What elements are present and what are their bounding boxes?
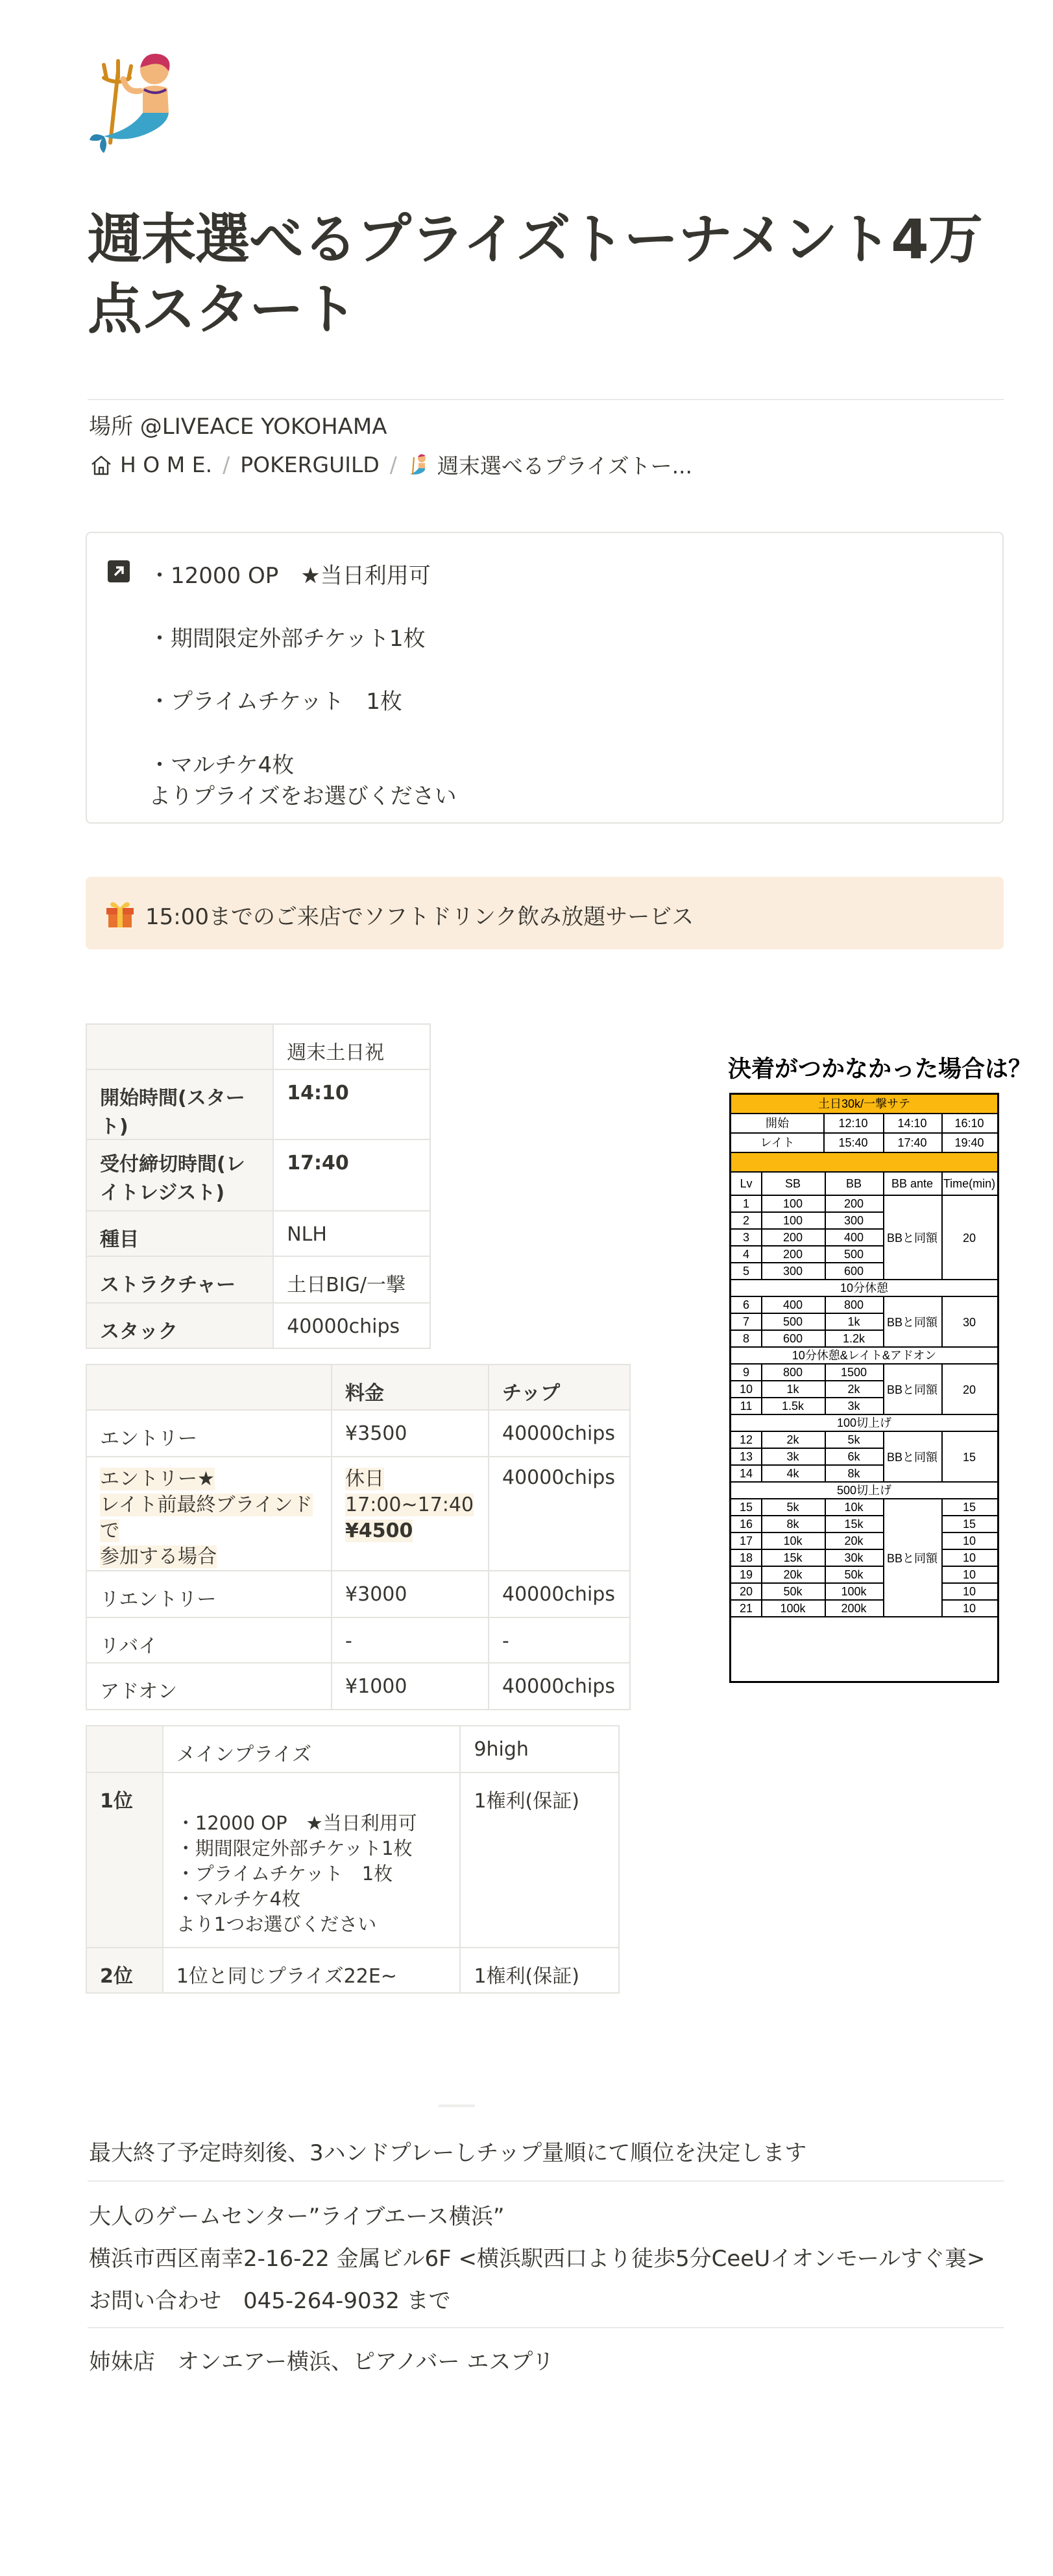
blind-break: 500切上げ	[836, 1484, 892, 1497]
blind-bb: 30k	[844, 1551, 864, 1564]
blind-break: 10分休憩&レイト&アドオン	[792, 1349, 937, 1362]
prize-header: メインプライズ	[163, 1726, 461, 1772]
info-value: NLH	[273, 1211, 430, 1256]
blind-bb: 2k	[847, 1383, 860, 1396]
table-row	[86, 1726, 619, 1772]
blind-col-header: SB	[784, 1177, 801, 1190]
blind-start-time: 14:10	[897, 1117, 927, 1130]
page-title: 週末選べるプライズトーナメント4万点スタート	[88, 208, 982, 341]
footer-divider	[88, 2327, 1004, 2328]
blind-level: 6	[742, 1298, 749, 1311]
blind-bb: 20k	[844, 1534, 864, 1547]
fee-value: ¥3500	[332, 1410, 489, 1457]
grid-line	[941, 1113, 943, 1152]
blind-level: 16	[739, 1518, 753, 1531]
grid-line	[883, 1432, 884, 1483]
fee-value: ¥3000	[332, 1571, 489, 1617]
blind-sb: 20k	[783, 1568, 803, 1581]
breadcrumb-current[interactable]	[407, 449, 692, 480]
blind-time: 15	[962, 1451, 976, 1464]
chips-header: チップ	[489, 1365, 630, 1410]
callout-line: ・プライムチケット 1枚	[149, 689, 402, 715]
blind-bb: 300	[843, 1214, 864, 1227]
grid-line	[825, 1297, 826, 1348]
blind-level: 7	[742, 1315, 749, 1328]
blind-sb: 200	[782, 1231, 803, 1244]
grid-line	[883, 1365, 884, 1415]
grid-line	[941, 1499, 943, 1617]
blind-bb: 6k	[847, 1450, 860, 1463]
blind-level: 3	[742, 1231, 749, 1244]
grid-line	[883, 1196, 884, 1280]
table-row	[86, 1410, 630, 1457]
breadcrumb-home-label: H O M E.	[120, 452, 213, 477]
blind-level: 12	[739, 1433, 753, 1446]
blind-sb: 200	[782, 1248, 803, 1261]
info-label: 種目	[86, 1211, 273, 1256]
breadcrumb-current-label: 週末選べるプライズトー...	[437, 453, 693, 479]
grid-line	[941, 1365, 943, 1415]
header-divider	[88, 399, 1004, 400]
blind-level: 9	[742, 1366, 749, 1379]
blind-ante: BBと同額	[886, 1383, 938, 1396]
blind-level: 2	[742, 1214, 749, 1227]
rule-text: 最大終了予定時刻後、3ハンドプレーしチップ量順にて順位を決定します	[89, 2140, 807, 2166]
fee-label: アドオン	[86, 1663, 332, 1710]
table-row	[86, 1617, 630, 1663]
table-row	[86, 1457, 630, 1571]
blind-level: 11	[740, 1400, 753, 1413]
info-value: 14:10	[273, 1069, 430, 1139]
drink-notice-text: 15:00までのご来店でソフトドリンク飲み放題サービス	[145, 904, 694, 930]
gift-icon	[103, 895, 138, 930]
blind-level: 18	[739, 1551, 753, 1564]
callout-line: ・12000 OP ★当日利用可	[149, 563, 431, 589]
blind-bb: 15k	[844, 1518, 864, 1531]
blind-late-time: 17:40	[897, 1136, 927, 1149]
grid-line	[731, 1616, 997, 1617]
grid-line	[761, 1171, 762, 1195]
table-row	[86, 1139, 430, 1211]
blind-bb: 50k	[844, 1568, 864, 1581]
grid-line	[825, 1196, 826, 1280]
prize-table	[86, 1725, 620, 1994]
callout-line: ・マルチケ4枚	[149, 752, 295, 778]
grid-line	[941, 1432, 943, 1483]
blind-time: 10	[962, 1585, 976, 1598]
grid-line	[941, 1171, 943, 1195]
blind-time: 10	[962, 1568, 976, 1581]
info-label: ストラクチャー	[86, 1256, 273, 1303]
drink-notice	[86, 877, 1004, 949]
footer-divider	[88, 2180, 1004, 2182]
blind-level: 21	[739, 1602, 753, 1615]
blind-sb: 800	[782, 1366, 803, 1379]
blind-sb: 4k	[786, 1467, 799, 1480]
fee-label: リエントリー	[86, 1571, 332, 1617]
info-label: スタック	[86, 1303, 273, 1348]
prize-rank: 2位	[86, 1948, 163, 1993]
fee-header: 料金	[332, 1365, 489, 1410]
table-row	[86, 1303, 430, 1348]
grid-line	[883, 1297, 884, 1348]
grid-line	[883, 1171, 884, 1195]
address-text: 横浜市西区南幸2-16-22 金属ビル6F <横浜駅西口より徒歩5分CeeUイオンモールすぐ裏>	[89, 2246, 986, 2272]
arrow-up-right-icon	[108, 560, 130, 582]
blind-spacer-bar	[731, 1153, 997, 1171]
grid-line	[941, 1196, 943, 1280]
callout-line: よりプライズをお選びください	[149, 783, 457, 809]
prize-extra: 1権利(保証)	[460, 1772, 619, 1948]
table-row	[86, 1772, 619, 1948]
venue-text: 大人のゲームセンター”ライブエース横浜”	[89, 2204, 505, 2230]
blind-bb: 1.2k	[842, 1332, 865, 1345]
table-row	[86, 1663, 630, 1710]
chips-value: 40000chips	[489, 1663, 630, 1710]
blind-sb: 3k	[786, 1450, 799, 1463]
blind-start-time: 12:10	[838, 1117, 868, 1130]
grid-line	[825, 1171, 826, 1195]
fee-value-late: 休日 17:00~17:40 ¥4500	[332, 1457, 489, 1571]
blind-sb: 100	[782, 1197, 803, 1210]
breadcrumb: H O M E. / POKERGUILD / 週末選べるプライズトー...	[89, 449, 692, 480]
chips-value: 40000chips	[489, 1457, 630, 1571]
grid-line	[825, 1432, 826, 1483]
blind-level: 17	[739, 1534, 753, 1547]
chips-value: 40000chips	[489, 1571, 630, 1617]
fee-value: -	[332, 1617, 489, 1663]
prize-list: ・12000 OP ★当日利用可 ・期間限定外部チケット1枚 ・プライムチケット 1枚 ・マルチケ4枚 より1つお選びください	[163, 1772, 461, 1948]
info-header-value: 週末土日祝	[273, 1024, 430, 1069]
table-row	[86, 1069, 430, 1139]
table-row	[86, 1571, 630, 1617]
grid-line	[761, 1196, 762, 1280]
blind-time: 10	[962, 1602, 976, 1615]
grid-line	[883, 1113, 884, 1152]
blind-sb: 1k	[786, 1383, 799, 1396]
blind-sb: 8k	[786, 1518, 799, 1531]
prize-rank: 1位	[86, 1772, 163, 1948]
info-value: 40000chips	[273, 1303, 430, 1348]
info-value: 土日BIG/一撃	[273, 1256, 430, 1303]
blind-level: 5	[742, 1265, 749, 1278]
prize-extra-header: 9high	[460, 1726, 619, 1772]
prize-text: 1位と同じプライズ22E~	[163, 1948, 461, 1993]
blind-col-header: Lv	[740, 1177, 753, 1190]
blind-sb: 10k	[783, 1534, 803, 1547]
blind-level: 8	[742, 1332, 749, 1345]
table-row	[86, 1365, 630, 1410]
grid-line	[823, 1113, 825, 1152]
grid-line	[883, 1499, 884, 1617]
blind-sb: 5k	[786, 1501, 799, 1514]
blind-ante: BBと同額	[886, 1316, 938, 1329]
blind-time: 20	[962, 1232, 976, 1245]
blind-col-header: BB	[845, 1177, 862, 1190]
blind-start-time: 16:10	[954, 1117, 984, 1130]
blind-col-header: Time(min)	[943, 1177, 996, 1190]
blind-time: 10	[962, 1534, 976, 1547]
blind-bb: 200	[843, 1197, 864, 1210]
fee-label-late: エントリー★ レイト前最終ブラインドで 参加する場合	[86, 1457, 332, 1571]
blind-level: 13	[739, 1450, 753, 1463]
blind-break: 100切上げ	[836, 1416, 892, 1429]
blind-col-header: BB ante	[891, 1177, 934, 1190]
chips-value: 40000chips	[489, 1410, 630, 1457]
table-row	[86, 1948, 619, 1993]
info-label: 開始時間(スタート)	[86, 1069, 273, 1139]
blind-sb: 500	[782, 1315, 803, 1328]
blind-bb: 400	[843, 1231, 864, 1244]
blind-bb: 10k	[844, 1501, 864, 1514]
blind-title: 土日30k/一撃サテ	[817, 1097, 911, 1110]
blind-sb: 1.5k	[781, 1400, 805, 1413]
blind-bb: 600	[843, 1265, 864, 1278]
blind-bb: 500	[843, 1248, 864, 1261]
sister-text: 姉妹店 オンエアー横浜、ピアノバー エスプリ	[89, 2349, 554, 2375]
fee-table	[86, 1364, 631, 1710]
blind-level: 4	[742, 1248, 749, 1261]
grid-line	[941, 1297, 943, 1348]
blind-sb: 100k	[780, 1602, 806, 1615]
location-property: 場所 @LIVEACE YOKOHAMA	[89, 414, 387, 440]
blind-sb: 100	[782, 1214, 803, 1227]
blind-time: 10	[962, 1551, 976, 1564]
blind-bb: 5k	[847, 1433, 860, 1446]
tournament-info-table	[86, 1023, 431, 1349]
blind-sb: 300	[782, 1265, 803, 1278]
blind-sb: 600	[782, 1332, 803, 1345]
grid-line	[761, 1432, 762, 1483]
merperson-icon	[407, 453, 431, 477]
blind-sb: 15k	[783, 1551, 803, 1564]
blind-sb: 2k	[786, 1433, 799, 1446]
breadcrumb-home[interactable]	[89, 452, 212, 477]
blind-bb: 1k	[847, 1315, 860, 1328]
chips-value: -	[489, 1617, 630, 1663]
home-icon	[89, 453, 114, 477]
grid-line	[761, 1365, 762, 1415]
callout-line: ・期間限定外部チケット1枚	[149, 626, 426, 652]
grid-line	[761, 1499, 762, 1617]
blind-ante: BBと同額	[886, 1552, 938, 1565]
blind-start-label: 開始	[766, 1117, 789, 1130]
blind-break: 10分休憩	[840, 1282, 889, 1294]
blind-time: 30	[962, 1316, 976, 1329]
blind-time: 15	[962, 1501, 976, 1514]
info-value: 17:40	[273, 1139, 430, 1211]
table-row	[86, 1256, 430, 1303]
blind-sb: 50k	[783, 1585, 803, 1598]
blind-sb: 400	[782, 1298, 803, 1311]
contact-text: お問い合わせ 045-264-9032 まで	[89, 2288, 451, 2314]
blind-time: 15	[962, 1518, 976, 1531]
blind-bb: 800	[843, 1298, 864, 1311]
blind-level: 10	[739, 1383, 753, 1396]
blind-level: 19	[739, 1568, 753, 1581]
blind-level: 20	[739, 1585, 753, 1598]
blind-bb: 3k	[847, 1400, 860, 1413]
grid-line	[761, 1297, 762, 1348]
blind-bb: 100k	[841, 1585, 867, 1598]
blind-structure-heading: 決着がつかなかった場合は？	[728, 1056, 1032, 1082]
blind-bb: 1500	[840, 1366, 867, 1379]
blind-late-time: 19:40	[954, 1136, 984, 1149]
blind-ante: BBと同額	[886, 1451, 938, 1464]
blind-ante: BBと同額	[886, 1232, 938, 1245]
blind-level: 15	[739, 1501, 753, 1514]
blind-time: 20	[962, 1383, 976, 1396]
blind-bb: 200k	[841, 1602, 867, 1615]
blind-late-time: 15:40	[838, 1136, 868, 1149]
prize-extra: 1権利(保証)	[460, 1948, 619, 1993]
blind-level: 14	[739, 1467, 753, 1480]
prize-callout	[86, 532, 1004, 824]
merperson-icon	[84, 45, 195, 156]
blind-late-label: レイト	[760, 1136, 795, 1149]
fee-value: ¥1000	[332, 1663, 489, 1710]
table-row	[86, 1211, 430, 1256]
blind-bb: 8k	[847, 1467, 860, 1480]
fee-label: リバイ	[86, 1617, 332, 1663]
section-divider	[439, 2105, 475, 2107]
blind-structure-sheet	[729, 1093, 999, 1683]
fee-label: エントリー	[86, 1410, 332, 1457]
grid-line	[825, 1499, 826, 1617]
breadcrumb-pokerguild[interactable]: POKERGUILD	[240, 452, 380, 477]
grid-line	[825, 1365, 826, 1415]
table-row	[86, 1024, 430, 1069]
blind-level: 1	[742, 1197, 749, 1210]
info-label: 受付締切時間(レイトレジスト)	[86, 1139, 273, 1211]
